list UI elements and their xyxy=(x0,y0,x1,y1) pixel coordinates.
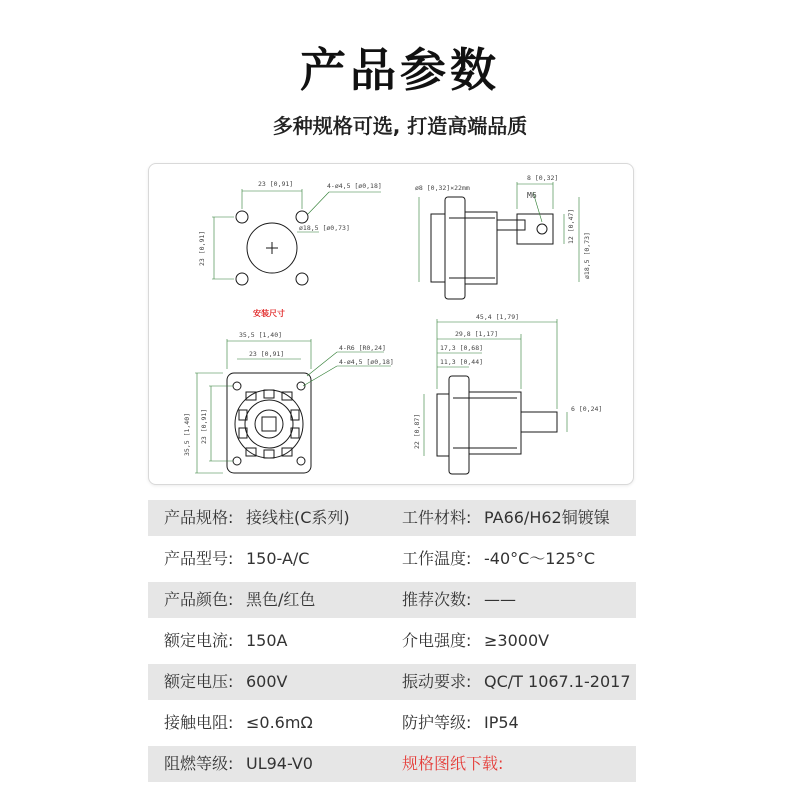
spec-row xyxy=(148,705,636,741)
spec-key: 产品颜色: xyxy=(164,590,234,609)
spec-value: 600V xyxy=(246,672,288,691)
dim-side-pin: 6 [0,24] xyxy=(571,405,603,413)
dim-side-top-b: 8 [0,32] xyxy=(527,174,559,182)
page-subtitle: 多种规格可选, 打造高端品质 xyxy=(272,114,528,138)
side-view-top xyxy=(431,197,553,299)
dim-side-top-c: 12 [0,47] xyxy=(567,208,575,244)
front-view xyxy=(227,373,311,473)
spec-key: 工件材料: xyxy=(402,508,472,527)
spec-key: 额定电压: xyxy=(164,672,234,691)
dim-side-top-a: ø8 [0,32]×22mm xyxy=(415,184,470,192)
spec-key: 振动要求: xyxy=(402,672,472,691)
spec-value: ≤0.6mΩ xyxy=(246,713,313,732)
spec-key: 额定电流: xyxy=(164,631,234,650)
dim-front-width1: 35,5 [1,40] xyxy=(239,331,283,339)
side-view-bottom xyxy=(437,376,557,474)
dim-front-radius: 4-R6 [R0,24] xyxy=(339,344,386,352)
spec-row xyxy=(148,541,636,577)
spec-key: 工作温度: xyxy=(402,549,472,568)
spec-value: 黑色/红色 xyxy=(246,590,316,609)
spec-key: 推荐次数: xyxy=(402,590,472,609)
spec-row xyxy=(148,500,636,536)
spec-key: 接触电阻: xyxy=(164,713,234,732)
install-size-label: 安装尺寸 xyxy=(253,309,285,318)
dim-side-top-d: ø18,5 [0,73] xyxy=(583,232,591,279)
dim-top-circle: ø18,5 [ø0,73] xyxy=(299,224,350,232)
mounting-hole-pattern xyxy=(236,211,308,285)
technical-drawing-card xyxy=(148,163,634,485)
dim-side-l1: 45,4 [1,79] xyxy=(476,313,520,321)
spec-key: 阻燃等级: xyxy=(164,754,234,773)
dim-front-height1: 35,5 [1,40] xyxy=(183,412,191,456)
spec-key: 防护等级: xyxy=(402,713,472,732)
spec-value: UL94-V0 xyxy=(246,754,313,773)
dim-side-top-m6: M6 xyxy=(527,191,537,200)
dim-front-holes: 4-ø4,5 [ø0,18] xyxy=(339,358,394,366)
spec-value: —— xyxy=(484,590,516,609)
spec-table xyxy=(148,500,636,787)
spec-value: 接线柱(C系列) xyxy=(246,508,350,527)
spec-value: QC/T 1067.1-2017 xyxy=(484,672,631,691)
dim-top-holes: 4-ø4,5 [ø0,18] xyxy=(327,182,382,190)
spec-key: 介电强度: xyxy=(402,631,472,650)
drawing-download-link[interactable]: 规格图纸下载: xyxy=(402,754,504,773)
dim-top-width: 23 [0,91] xyxy=(258,180,294,188)
spec-row xyxy=(148,746,636,782)
spec-value: 150-A/C xyxy=(246,549,310,568)
spec-key: 产品规格: xyxy=(164,508,234,527)
spec-key: 产品型号: xyxy=(164,549,234,568)
technical-drawing xyxy=(149,164,633,484)
dim-side-height: 22 [0,87] xyxy=(413,413,421,449)
spec-value: IP54 xyxy=(484,713,519,732)
spec-row xyxy=(148,623,636,659)
dim-top-height: 23 [0,91] xyxy=(198,230,206,266)
dim-front-width2: 23 [0,91] xyxy=(249,350,285,358)
dim-side-l3: 17,3 [0,68] xyxy=(440,344,484,352)
dim-side-l4: 11,3 [0,44] xyxy=(440,358,484,366)
spec-value: PA66/H62铜镀镍 xyxy=(484,508,610,527)
spec-value: -40°C～125°C xyxy=(484,549,596,568)
page-title: 产品参数 xyxy=(300,43,500,97)
spec-row xyxy=(148,582,636,618)
spec-row xyxy=(148,664,636,700)
spec-value: ≥3000V xyxy=(484,631,550,650)
dim-side-l2: 29,8 [1,17] xyxy=(455,330,499,338)
dim-front-height2: 23 [0,91] xyxy=(200,408,208,444)
spec-value: 150A xyxy=(246,631,288,650)
